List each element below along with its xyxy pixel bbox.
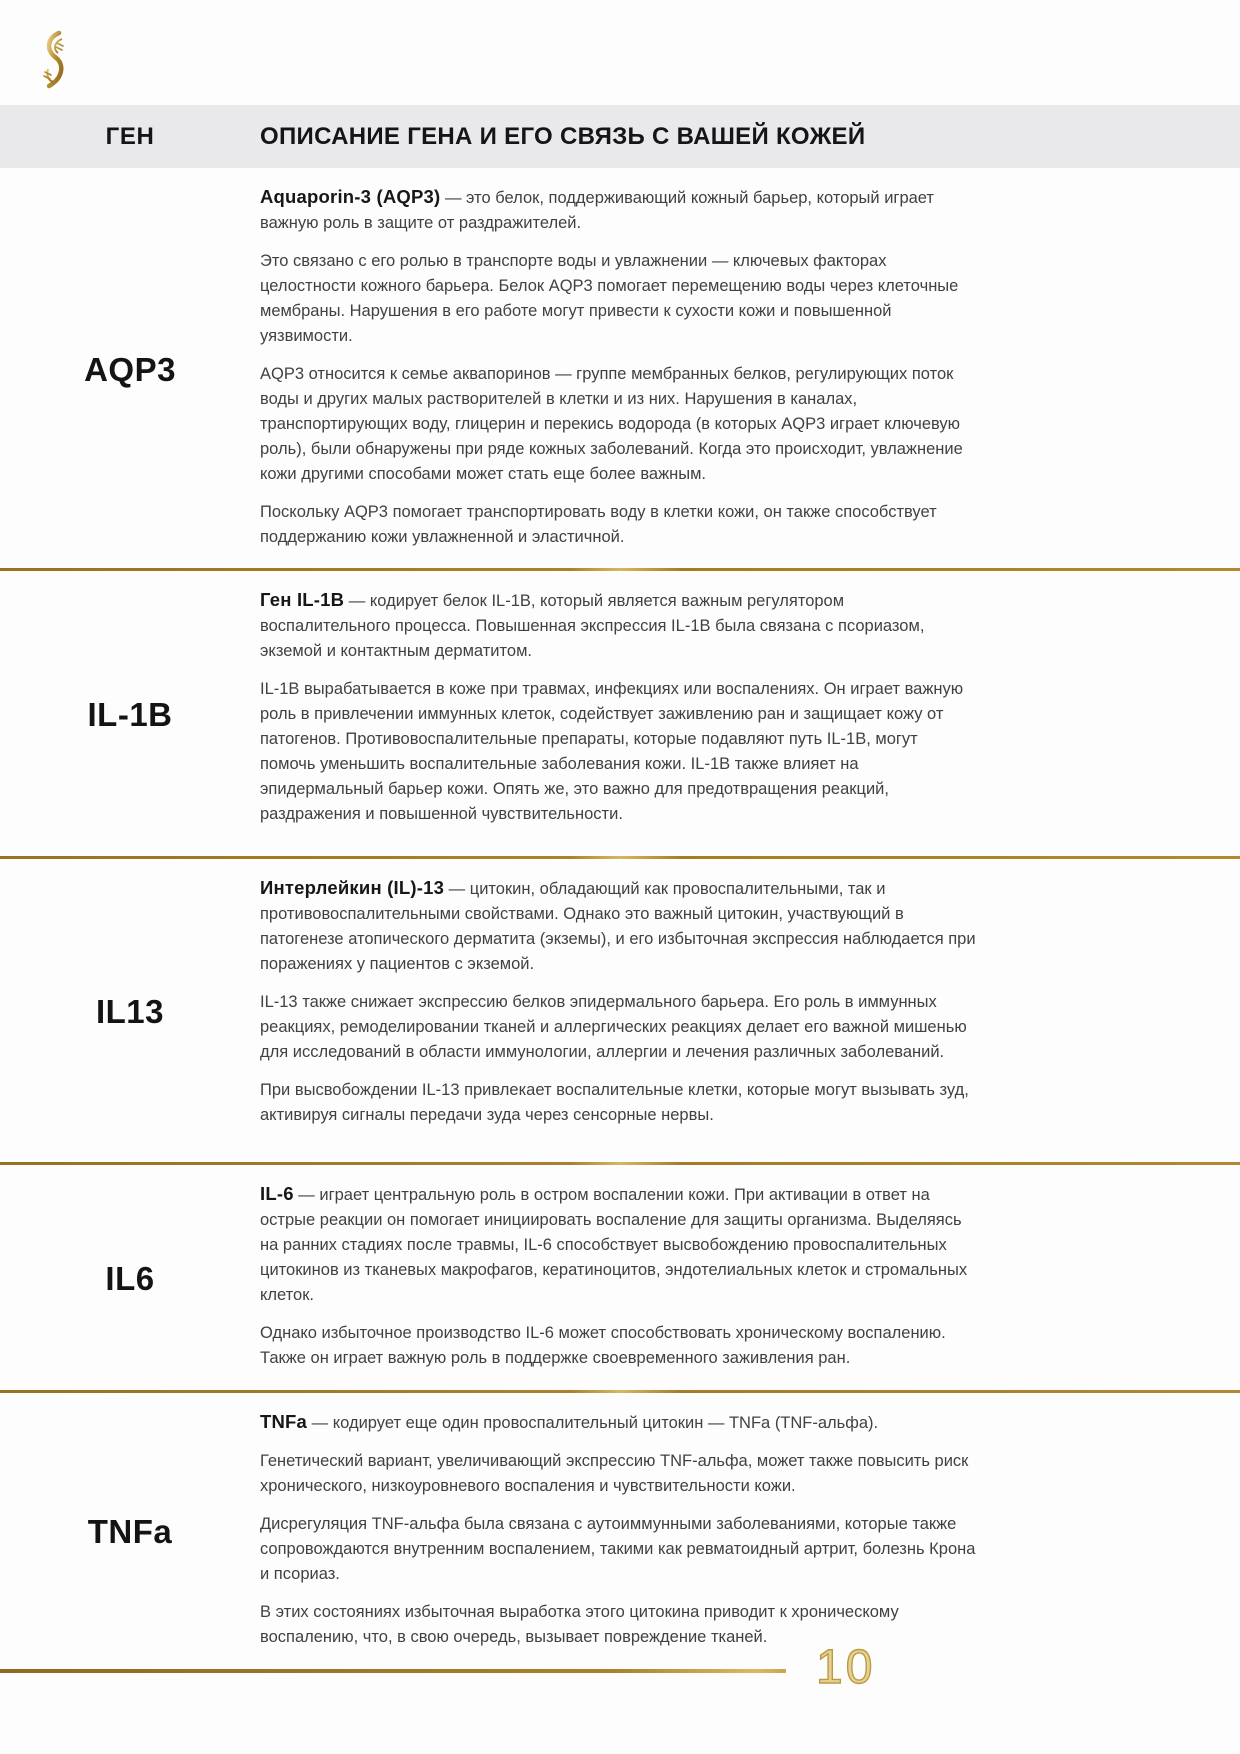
page-number: 10 xyxy=(816,1641,876,1694)
table-header xyxy=(0,105,1240,168)
description-paragraph: В этих состояниях избыточная выработка этого цитокина приводит к хроническому воспалению, что, в свою очередь, вызывает повреждение тканей. xyxy=(260,1603,899,1646)
description-paragraph: Ген IL-1B — кодирует белок IL-1B, который является важным регулятором воспалительного процесса. Повышенная экспрессия IL-1B была связана с псориазом, экземой и контактным дерматитом. xyxy=(260,589,925,660)
description-paragraph: Дисрегуляция TNF-альфа была связана с аутоиммунными заболеваниями, которые также сопровождаются внутренним воспалением, такими как ревматоидный артрит, болезнь Крона и псориаз. xyxy=(260,1515,976,1583)
gene-description xyxy=(260,1393,976,1671)
gene-name: AQP3 xyxy=(84,350,176,388)
description-paragraph: Генетический вариант, увеличивающий экспрессию TNF-альфа, может также повысить риск хронического, низкоуровневого воспаления и чувствительности кожи. xyxy=(260,1452,969,1495)
footer-rule xyxy=(0,1669,786,1673)
brand-logo xyxy=(38,30,70,92)
gene-lead-label: Интерлейкин (IL)-13 xyxy=(260,877,445,898)
gene-name: IL6 xyxy=(105,1260,155,1297)
description-paragraph: IL-6 — играет центральную роль в остром воспалении кожи. При активации в ответ на острые реакции он помогает инициировать воспаление для защиты организма. Выделяясь на ранних стадиях после травмы, IL-6 способствует высвобождению провоспалительных цитокинов из тканевых макрофагов, кератиноцитов, эндотелиальных клеток и стромальных клеток. xyxy=(260,1183,968,1304)
gene-name: TNFa xyxy=(87,1513,173,1550)
description-paragraph: AQP3 относится к семье аквапоринов — группе мембранных белков, регулирующих поток воды и других малых растворителей в клетки и из них. Нарушения в каналах, транспортирующих воду, глицерин и перекись водорода (в которых AQP3 играет ключевую роль), были обнаружены при ряде кожных заболеваний. Когда это происходит, увлажнение кожи другими способами может стать еще более важным. xyxy=(260,365,963,483)
gene-lead-label: TNFa xyxy=(260,1411,308,1432)
gene-description xyxy=(260,859,976,1165)
gene-row xyxy=(0,571,1240,859)
description-column-header: ОПИСАНИЕ ГЕНА И ЕГО СВЯЗЬ С ВАШЕЙ КОЖЕЙ xyxy=(260,122,866,150)
description-paragraph: Интерлейкин (IL)-13 — цитокин, обладающий как провоспалительными, так и противовоспалительными свойствами. Однако это важный цитокин, участвующий в патогенезе атопического дерматита (экземы), и его избыточная экспрессия наблюдается при поражениях у пациентов с экземой. xyxy=(260,877,976,973)
description-paragraph: IL-13 также снижает экспрессию белков эпидермального барьера. Его роль в иммунных реакциях, ремоделировании тканей и аллергических реакциях делает его важной мишенью для исследований в области иммунологии, аллергии и лечения различных заболеваний. xyxy=(260,993,967,1061)
gene-description xyxy=(260,1165,976,1393)
description-paragraph: Поскольку AQP3 помогает транспортировать воду в клетки кожи, он также способствует поддержанию кожи увлажненной и эластичной. xyxy=(260,503,937,546)
description-paragraph: Это связано с его ролью в транспорте воды и увлажнении — ключевых факторах целостности кожного барьера. Белок AQP3 помогает перемещению воды через клеточные мембраны. Нарушения в его работе могут привести к сухости кожи и повышенной уязвимости. xyxy=(260,252,959,345)
description-paragraph: TNFa — кодирует еще один провоспалительный цитокин — TNFa (TNF-альфа). xyxy=(260,1411,879,1432)
gene-lead-label: Ген IL-1B xyxy=(260,589,345,610)
gene-description xyxy=(260,571,976,859)
gene-row xyxy=(0,1393,1240,1671)
gene-lead-label: Aquaporin-3 (AQP3) xyxy=(260,186,441,207)
gene-column-header: ГЕН xyxy=(105,122,155,150)
gene-lead-label: IL-6 xyxy=(260,1183,294,1204)
description-paragraph: Однако избыточное производство IL-6 может способствовать хроническому воспалению. Также он играет важную роль в поддержке своевременного заживления ран. xyxy=(260,1324,946,1367)
gene-row xyxy=(0,168,1240,571)
description-paragraph: При высвобождении IL-13 привлекает воспалительные клетки, которые могут вызывать зуд, активируя сигналы передачи зуда через сенсорные нервы. xyxy=(260,1081,969,1124)
gene-name: IL-1B xyxy=(87,696,173,733)
gene-row xyxy=(0,1165,1240,1393)
gene-table xyxy=(0,168,1240,1671)
description-paragraph: IL-1B вырабатывается в коже при травмах, инфекциях или воспалениях. Он играет важную роль в привлечении иммунных клеток, содействует заживлению ран и защищает кожу от патогенов. Противовоспалительные препараты, которые подавляют путь IL-1B, могут помочь уменьшить воспалительные заболевания кожи. IL-1B также влияет на эпидермальный барьер кожи. Опять же, это важно для предотвращения реакций, раздражения и повышенной чувствительности. xyxy=(260,680,964,823)
gene-description xyxy=(260,168,976,571)
gene-row xyxy=(0,859,1240,1165)
dna-helix-icon xyxy=(38,30,70,92)
gene-name: IL13 xyxy=(95,993,165,1030)
description-paragraph: Aquaporin-3 (AQP3) — это белок, поддерживающий кожный барьер, который играет важную роль в защите от раздражителей. xyxy=(260,186,934,232)
